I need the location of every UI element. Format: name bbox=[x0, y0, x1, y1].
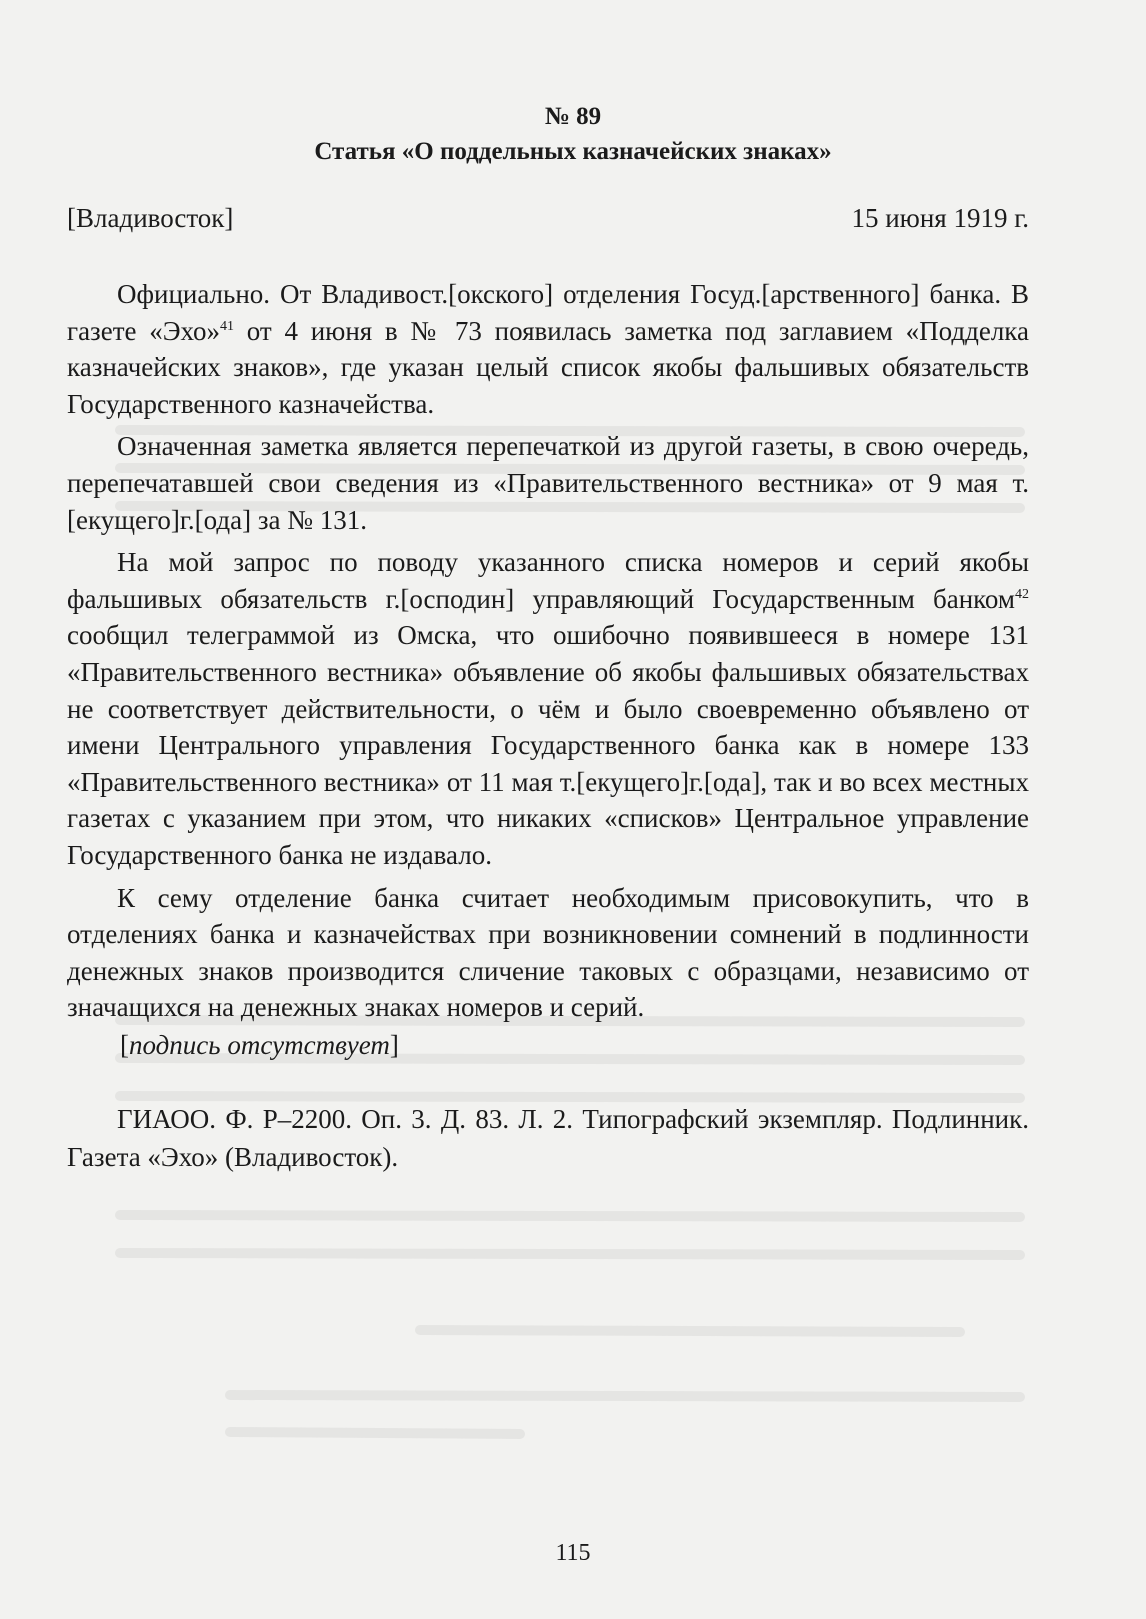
paragraph bbox=[67, 276, 1029, 422]
bracket-close: ] bbox=[389, 1030, 399, 1060]
paragraph: К сему отделение банка считает необходимым присовокупить, что в отделениях банка и казначействах при возникновении сомнений в подлинности денежных знаков производится сличение таковых с образцами, независимо от значащихся на денежных знаках номеров и серий. bbox=[67, 882, 1029, 1023]
signature-note bbox=[120, 1030, 399, 1061]
document-place: [Владивосток] bbox=[67, 203, 234, 233]
paragraph-text: Официально. От Владивост.[окского] отделения Госуд.[арственного] банка. В газете «Эхо» bbox=[67, 279, 1029, 346]
paragraph-text: сообщил телеграммой из Омска, что ошибочно появившееся в номере 131 «Правительственного вестника» объявление об якобы фальшивых обязательствах не соответствует действительности, о чём и было своевременно объявлено от имени Центрального управления Государственного банка как в номере 133 «Правительственного вестника» от 11 мая т.[екущего]г.[ода], так и во всех местных газетах с указанием при этом, что никаких «списков» Центральное управление Государственного банка не издавало. bbox=[67, 620, 1029, 870]
paragraph bbox=[67, 544, 1029, 873]
page-number: 115 bbox=[555, 1540, 591, 1566]
bracket-open: [ bbox=[120, 1030, 129, 1060]
document-title: Статья «О поддельных казначейских знаках» bbox=[314, 138, 832, 165]
document-body bbox=[67, 276, 1029, 1032]
signature-text: подпись отсутствует bbox=[129, 1030, 390, 1060]
paragraph-text: На мой запрос по поводу указанного списка номеров и серий якобы фальшивых обязательств г.[осподин] управляющий Государственным банком bbox=[67, 547, 1029, 614]
document-date: 15 июня 1919 г. bbox=[851, 203, 1029, 233]
archive-reference: ГИАОО. Ф. Р–2200. Оп. 3. Д. 83. Л. 2. Типографский экземпляр. Подлинник. Газета «Эхо» (Владивосток). bbox=[67, 1104, 1029, 1172]
footnote-ref: 41 bbox=[220, 318, 235, 334]
paragraph-text: от 4 июня в № 73 появилась заметка под заглавием «Подделка казначейских знаков», где указан целый список якобы фальшивых обязательств Государственного казначейства. bbox=[67, 315, 1029, 419]
footnote-ref: 42 bbox=[1015, 586, 1029, 602]
paragraph: Означенная заметка является перепечаткой из другой газеты, в свою очередь, перепечатавшей свои сведения из «Правительственного вестника» от 9 мая т.[екущего]г.[ода] за № 131. bbox=[67, 431, 1029, 535]
document-number: № 89 bbox=[544, 103, 602, 130]
